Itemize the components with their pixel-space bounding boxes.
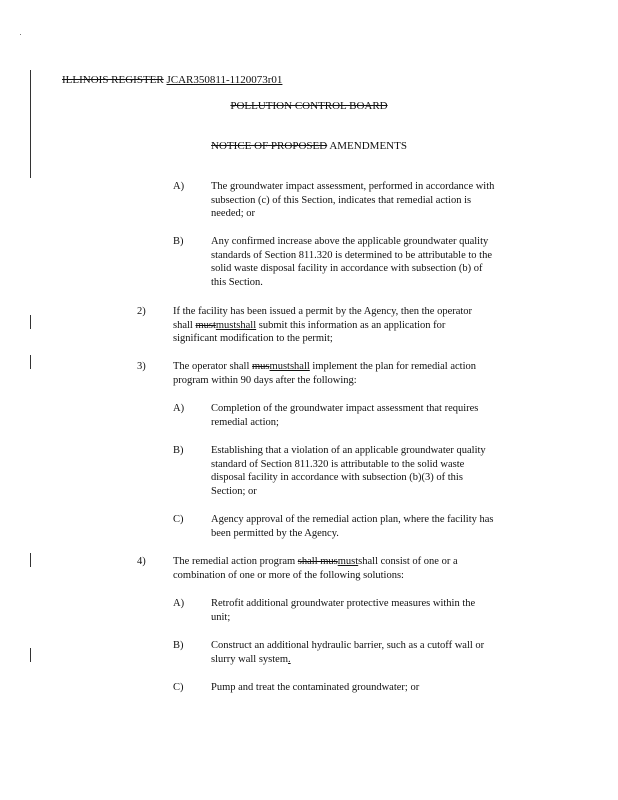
line	[173, 319, 472, 333]
item-label: 4)	[137, 556, 146, 567]
board-name: POLLUTION CONTROL BOARD	[230, 100, 388, 112]
text-run: The remedial action program	[173, 556, 298, 567]
text-run: shall consist of one or a	[358, 556, 458, 567]
line: Pump and treat the contaminated groundwater; or	[211, 682, 420, 693]
text-run: implement the plan for remedial action	[309, 361, 476, 372]
inserted-text: must	[337, 556, 359, 567]
notice-rest: AMENDMENTS	[327, 140, 407, 152]
inserted-text: mustshall	[215, 319, 257, 331]
item-label: C)	[173, 514, 184, 525]
item-3c-text	[211, 513, 494, 540]
line: subsection (c) of this Section, indicates that remedial action is	[211, 194, 472, 206]
text-run: slurry wall system	[211, 653, 288, 665]
line: needed; or	[211, 208, 256, 219]
line: significant modification to the permit;	[173, 333, 333, 344]
item-4c-text	[211, 681, 419, 695]
item-4b-text	[211, 639, 484, 666]
inserted-text: .	[288, 653, 291, 665]
item-label: A)	[173, 403, 185, 414]
change-bar-item-2	[30, 315, 31, 329]
item-label: B)	[173, 236, 184, 247]
item-label: A)	[173, 598, 185, 609]
line: standards of Section 811.320 is determined to be attributable to the	[211, 249, 493, 261]
text-run: shall	[173, 319, 196, 331]
item-label: C)	[173, 682, 184, 693]
line: solid waste disposal facility in accordance with subsection (b) of	[211, 263, 483, 274]
item-1b-text	[211, 235, 492, 289]
board-title	[0, 100, 618, 112]
change-bar-item-3	[30, 355, 31, 369]
item-4a-text	[211, 597, 475, 624]
change-bar-header	[30, 70, 31, 178]
register-title: ILLINOIS REGISTER	[62, 74, 164, 86]
line: Establishing that a violation of an applicable groundwater quality	[211, 445, 486, 456]
item-label: 3)	[137, 361, 146, 372]
struck-text: mus	[252, 361, 270, 372]
line: Agency approval of the remedial action plan, where the facility has	[211, 514, 494, 525]
register-code: JCAR350811-1120073r01	[166, 74, 283, 86]
scan-speck	[20, 34, 21, 35]
item-4-text	[173, 555, 458, 582]
change-bar-item-4	[30, 553, 31, 567]
line: Any confirmed increase above the applicable groundwater quality	[211, 236, 489, 247]
notice-struck: NOTICE OF PROPOSED	[211, 140, 328, 152]
line: been permitted by the Agency.	[211, 527, 339, 539]
line: If the facility has been issued a permit by the Agency, then the operator	[173, 306, 473, 317]
line: unit;	[211, 611, 231, 623]
line: Construct an additional hydraulic barrier, such as a cutoff wall or	[211, 640, 485, 651]
line: Section; or	[211, 485, 257, 497]
line	[211, 653, 484, 667]
item-label: 2)	[137, 306, 146, 317]
notice-title	[0, 140, 618, 152]
struck-text: must	[195, 319, 216, 331]
change-bar-item-4b	[30, 648, 31, 662]
item-label: A)	[173, 181, 185, 192]
line: Retrofit additional groundwater protective measures within the	[211, 598, 476, 609]
item-label: B)	[173, 640, 184, 651]
line	[173, 360, 476, 374]
item-3a-text	[211, 402, 478, 429]
line: this Section.	[211, 276, 263, 288]
line: combination of one or more of the following solutions:	[173, 569, 404, 581]
line: standard of Section 811.320 is attributable to the solid waste	[211, 458, 465, 470]
line	[173, 555, 458, 569]
item-label: B)	[173, 445, 184, 456]
line: disposal facility in accordance with subsection (b)(3) of this	[211, 472, 463, 483]
item-3-text	[173, 360, 476, 387]
register-header	[62, 74, 282, 88]
line: Completion of the groundwater impact assessment that requires	[211, 403, 479, 414]
item-3b-text	[211, 444, 486, 498]
item-2-text	[173, 305, 472, 346]
item-1a-text	[211, 180, 494, 221]
line: program within 90 days after the following:	[173, 374, 357, 386]
line: remedial action;	[211, 416, 279, 428]
text-run: submit this information as an application for	[256, 319, 446, 331]
struck-text: shall mus	[297, 556, 338, 567]
line: The groundwater impact assessment, performed in accordance with	[211, 181, 495, 192]
inserted-text: mustshall	[269, 361, 310, 372]
text-run: The operator shall	[173, 361, 253, 372]
